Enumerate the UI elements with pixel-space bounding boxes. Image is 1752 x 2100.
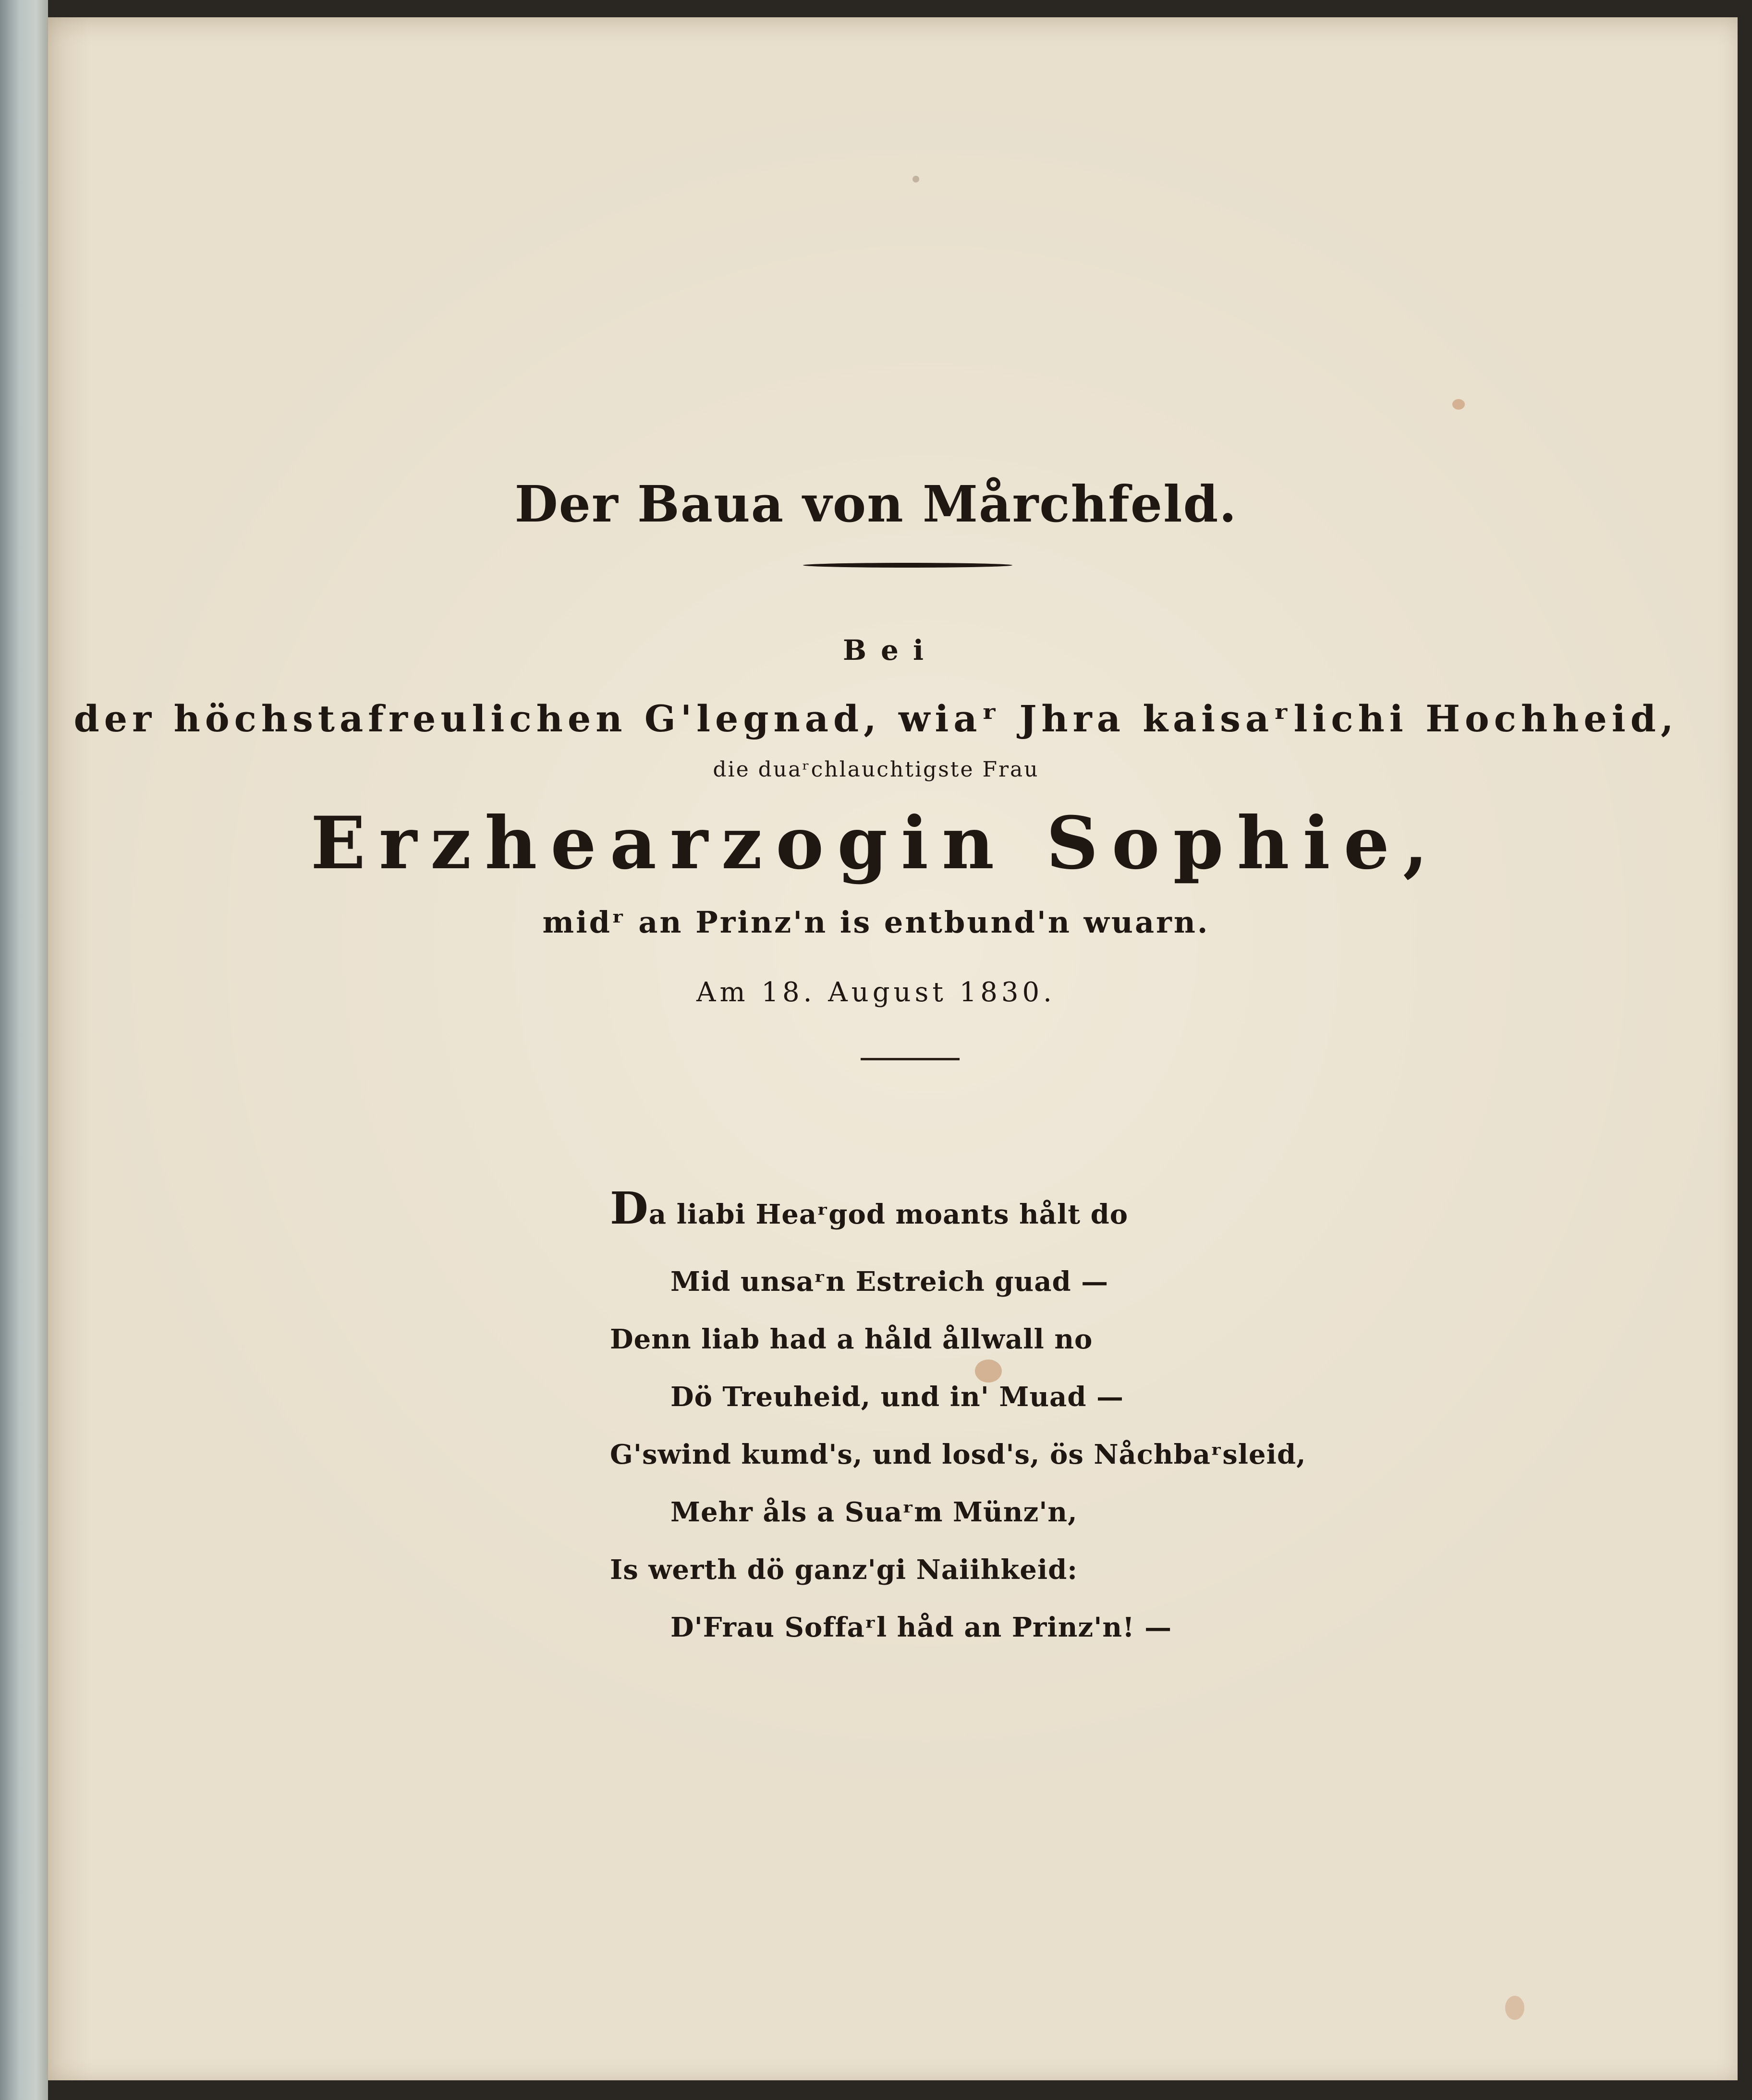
dedication-name: Erzhearzogin Sophie, [310, 801, 1442, 886]
dedication-person-desc: die duaʳchlauchtigste Frau [713, 757, 1039, 782]
page [48, 17, 1738, 2080]
poem-line [610, 1182, 1129, 1234]
poem-line: Mehr åls a Suaʳm Münz'n, [670, 1496, 1078, 1528]
foxing-stain [1452, 399, 1465, 410]
foxing-stain [912, 176, 919, 182]
dedication-event: midʳ an Prinz'n is entbund'n wuarn. [542, 905, 1210, 940]
foxing-stain [1505, 1996, 1524, 2020]
poem-line: G'swind kumd's, und losd's, ös Nåchbaʳsleid, [610, 1439, 1306, 1470]
poem-line: D'Frau Soffaʳl håd an Prinz'n! — [670, 1612, 1172, 1643]
dedication-bei: Bei [843, 634, 938, 667]
poem-line: Mid unsaʳn Estreich guad — [670, 1266, 1109, 1298]
foxing-stain [975, 1360, 1002, 1383]
page-title: Der Baua von Mårchfeld. [514, 474, 1238, 534]
poem-line-text: a liabi Heaʳgod moants hålt do [648, 1199, 1129, 1230]
dedication-occasion: der höchstafreulichen G'legnad, wiaʳ Jhra kaisaʳlichi Hochheid, [73, 697, 1679, 740]
date-rule [861, 1058, 960, 1060]
book-binding-edge [0, 0, 48, 2100]
poem-line: Denn liab had a håld ållwall no [610, 1323, 1093, 1355]
poem-line: Is werth dö ganz'gi Naiihkeid: [610, 1554, 1078, 1586]
dedication-date: Am 18. August 1830. [696, 977, 1056, 1008]
title-rule [803, 563, 1012, 568]
drop-cap: D [610, 1182, 649, 1234]
poem-line: Dö Treuheid, und in' Muad — [670, 1381, 1124, 1413]
